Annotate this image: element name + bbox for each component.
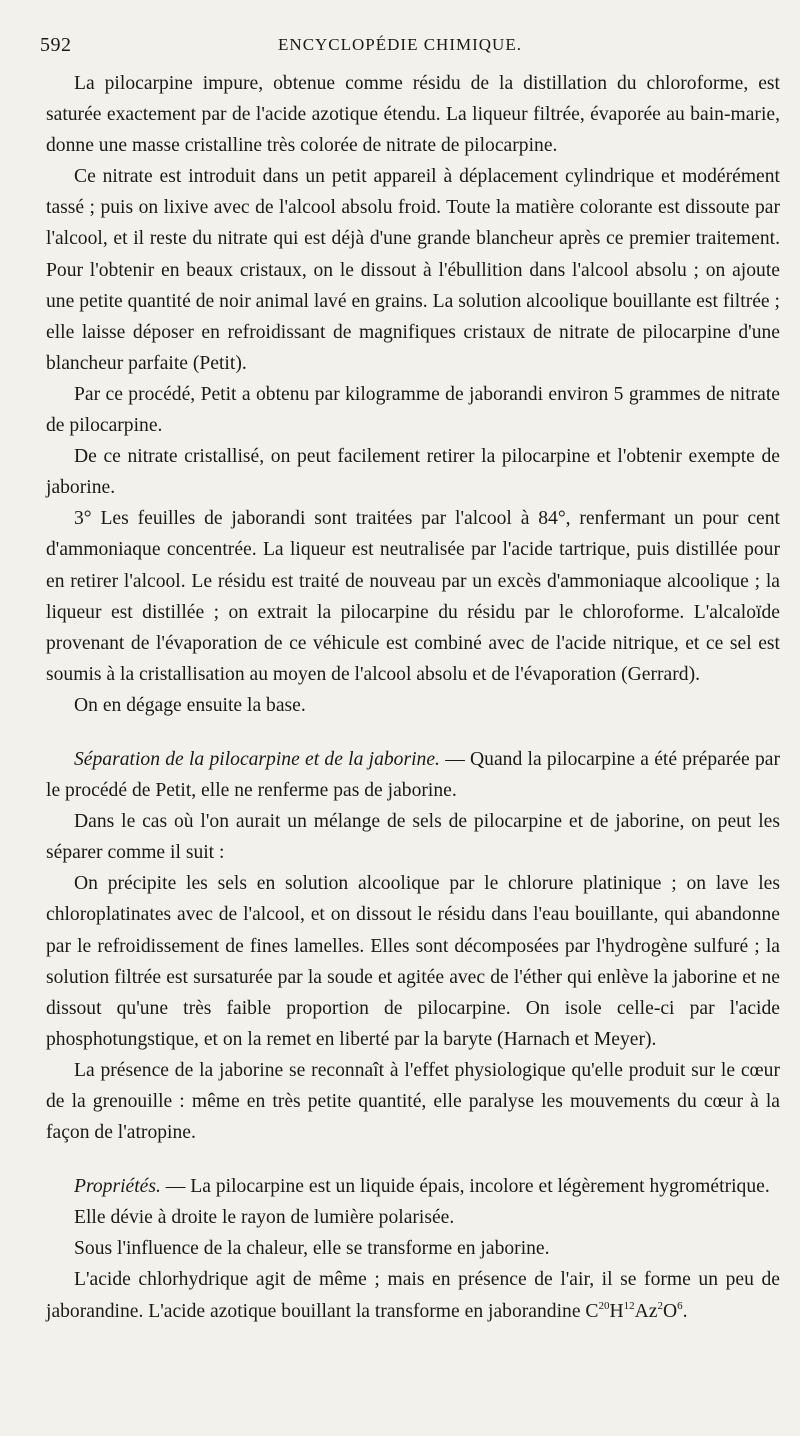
- chemical-formula: [585, 1301, 687, 1322]
- page-number: 592: [40, 34, 72, 56]
- formula-element: C: [585, 1300, 599, 1322]
- page-body: [46, 68, 780, 1327]
- formula-index: 6: [677, 1299, 683, 1312]
- section-intro-text: — Quand la pilocarpine a été préparée par le procédé de Petit, elle ne renferme pas de jaborine.: [46, 748, 780, 802]
- paragraph: La présence de la jaborine se reconnaît à l'effet physiologique qu'elle produit sur le cœur de la grenouille : même en très petite quantité, elle paralyse les mouvements du cœur à la façon de l'atropine.: [46, 1059, 780, 1144]
- section-intro-text: — La pilocarpine est un liquide épais, incolore et légèrement hygrométrique.: [160, 1176, 770, 1198]
- formula-index: 12: [623, 1299, 635, 1312]
- paragraph: Dans le cas où l'on aurait un mélange de sels de pilocarpine et de jaborine, on peut les séparer comme il suit :: [46, 811, 780, 864]
- paragraph-text: L'acide chlorhydrique agit de même ; mais en présence de l'air, il se forme un peu de jaborandine. L'acide azotique bouillant la transforme en jaborandine: [46, 1269, 780, 1322]
- paragraph: Sous l'influence de la chaleur, elle se transforme en jaborine.: [74, 1238, 550, 1260]
- formula-element: O: [663, 1300, 678, 1322]
- formula-element: H: [609, 1300, 624, 1322]
- paragraph-with-formula: [46, 1264, 780, 1326]
- formula-element: Az: [634, 1300, 658, 1322]
- formula-index: 2: [657, 1299, 664, 1312]
- section-heading-properties: Propriétés.: [74, 1176, 161, 1198]
- formula-end: .: [682, 1300, 688, 1322]
- paragraph: Ce nitrate est introduit dans un petit appareil à déplacement cylindrique et modérément tassé ; puis on lixive avec de l'alcool absolu froid. Toute la matière colorante est dissoute par l'alcool, et il reste du nitrate qui est déjà d'une grande blancheur après ce premier traitement. Pour l'obtenir en beaux cristaux, on le dissout à l'ébullition dans l'alcool absolu ; on ajoute une petite quantité de noir animal lavé en grains. La solution alcoolique bouillante est filtrée ; elle laisse déposer en refroidissant de magnifiques cristaux de nitrate de pilocarpine d'une blancheur parfaite (Petit).: [46, 166, 780, 374]
- paragraph: Par ce procédé, Petit a obtenu par kilogramme de jaborandi environ 5 grammes de nitrate de pilocarpine.: [46, 383, 780, 437]
- paragraph: On en dégage ensuite la base.: [74, 694, 306, 716]
- paragraph: La pilocarpine impure, obtenue comme résidu de la distillation du chloroforme, est saturée exactement par de l'acide azotique étendu. La liqueur filtrée, évaporée au bain-marie, donne une masse cristalline très colorée de nitrate de pilocarpine.: [46, 73, 780, 157]
- section-separation: [46, 744, 780, 806]
- page-header: [40, 34, 760, 60]
- formula-index: 20: [598, 1299, 610, 1312]
- paragraph: De ce nitrate cristallisé, on peut facilement retirer la pilocarpine et l'obtenir exempte de jaborine.: [46, 446, 780, 499]
- section-heading-separation: Séparation de la pilocarpine et de la jaborine.: [74, 748, 440, 770]
- running-title: ENCYCLOPÉDIE CHIMIQUE.: [278, 35, 522, 54]
- paragraph: 3° Les feuilles de jaborandi sont traitées par l'alcool à 84°, renfermant un pour cent d'ammoniaque concentrée. La liqueur est neutralisée par l'acide tartrique, puis distillée pour en retirer l'alcool. Le résidu est traité de nouveau par un excès d'ammoniaque alcoolique ; la liqueur est distillée ; on extrait la pilocarpine du résidu par le chloroforme. L'alcaloïde provenant de l'évaporation de ce véhicule est combiné avec de l'acide nitrique, et ce sel est soumis à la cristallisation au moyen de l'alcool absolu et de l'évaporation (Gerrard).: [46, 508, 780, 685]
- paragraph: On précipite les sels en solution alcoolique par le chlorure platinique ; on lave les chloroplatinates avec de l'alcool, et on dissout le résidu dans l'eau bouillante, qui abandonne par le refroidissement de fines lamelles. Elles sont décomposées par l'hydrogène sulfuré ; la solution filtrée est sursaturée par la soude et agitée avec de l'éther qui enlève la jaborine et ne dissout qu'une très faible proportion de pilocarpine. On isole celle-ci par l'acide phosphotungstique, et on la remet en liberté par la baryte (Harnach et Meyer).: [46, 873, 780, 1050]
- section-properties: [46, 1171, 780, 1202]
- paragraph: Elle dévie à droite le rayon de lumière polarisée.: [74, 1207, 455, 1229]
